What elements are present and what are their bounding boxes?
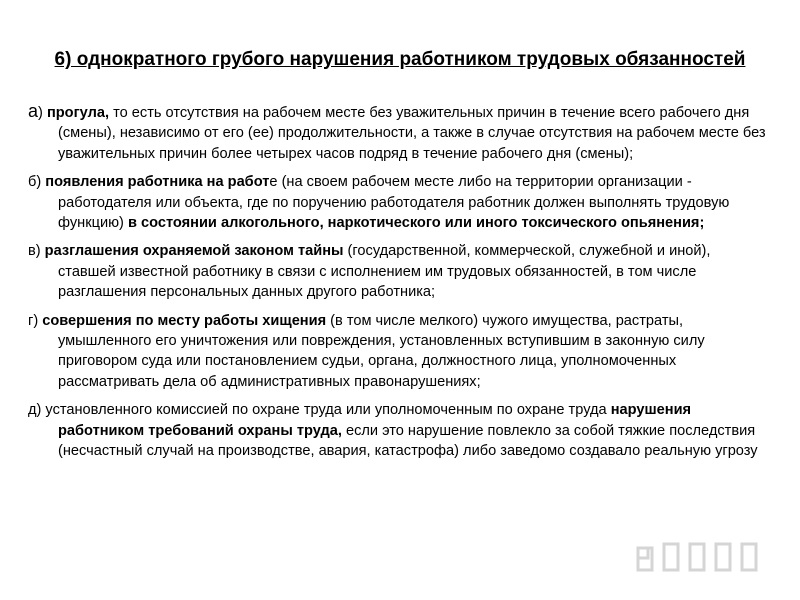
text-run: г) [28, 312, 43, 329]
watermark-logo-icon [636, 534, 766, 574]
bold-text-run: нарушения работником требований охраны труда, [58, 402, 692, 439]
text-run: а [28, 101, 39, 121]
text-run: (в том числе мелкого) чужого имущества, растраты, умышленного его уничтожения или повреждения, установленных вступившим в законную силу приговором суда или постановлением судьи, органа, должностного лица, уполномоченных рассматривать дела об административных правонарушениях; [58, 312, 705, 390]
text-run: (государственной, коммерческой, служебной и иной), ставшей известной работнику в связи с исполнением им трудовых обязанностей, в том числе разглашения персональных данных другого работника; [58, 243, 711, 301]
list-item [28, 400, 770, 461]
slide-body [28, 101, 770, 470]
list-item [28, 311, 770, 393]
bold-text-run: прогула, [46, 105, 110, 121]
text-run: д) установленного комиссией по охране труда или уполномоченным по охране труда [28, 402, 611, 419]
list-item [28, 101, 770, 164]
text-run: в) [28, 243, 45, 260]
list-item [28, 172, 770, 233]
text-run: б) [28, 174, 46, 191]
bold-text-run: совершения по месту работы хищения [42, 312, 327, 329]
bold-text-run: разглашения охраняемой законом тайны [44, 243, 344, 260]
text-run: е (на своем рабочем месте либо на территории организации - работодателя или объекта, где по поручению работодателя работник должен выполнять трудовую функцию) [58, 174, 730, 232]
list-item [28, 241, 770, 302]
slide-title: 6) однократного грубого нарушения работником трудовых обязанностей [54, 49, 746, 70]
text-run: ) [38, 105, 47, 121]
text-run: если это нарушение повлекло за собой тяжкие последствия (несчастный случай на производстве, авария, катастрофа) либо заведомо создавало реальную угрозу [58, 422, 758, 460]
bold-text-run: появления работника на работ [45, 174, 270, 191]
bold-text-run: в состоянии алкогольного, наркотического или иного токсического опьянения; [127, 215, 705, 232]
text-run: то есть отсутствия на рабочем месте без уважительных причин в течение всего рабочего дня (смены), независимо от его (ее) продолжительности, а также в случае отсутствия на рабочем месте без уважительных причин более четырех часов подряд в течение рабочего дня (смены); [58, 105, 766, 162]
